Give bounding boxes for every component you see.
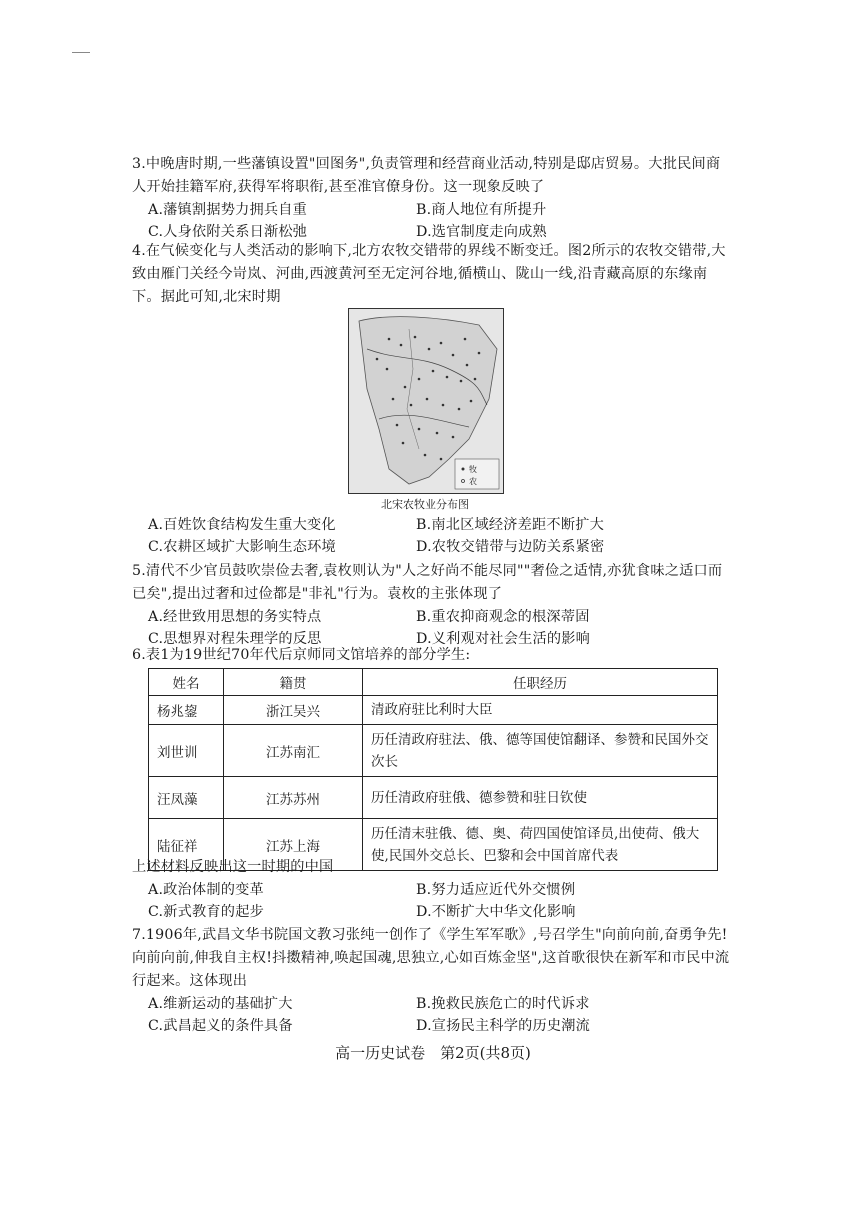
question-6-stem: 6.表1为19世纪70年代后京师同文馆培养的部分学生: — [132, 647, 471, 663]
option-d: D.不断扩大中华文化影响 — [416, 904, 576, 920]
table-cell-name: 杨兆鋆 — [149, 696, 224, 725]
table-row — [149, 777, 718, 819]
question-6-after — [132, 856, 732, 923]
table-row — [149, 696, 718, 725]
legend-pastoral: 牧 — [469, 465, 477, 474]
question-6-after-text: 上述材料反映出这一时期的中国 — [132, 859, 334, 875]
table-cell-career: 历任清政府驻法、俄、德等国使馆翻译、参赞和民国外交次长 — [363, 725, 718, 777]
table-header-cell: 姓名 — [149, 669, 224, 696]
option-c: C.武昌起义的条件具备 — [148, 1018, 293, 1034]
table-cell-name: 汪凤藻 — [149, 777, 224, 819]
table-cell-origin: 江苏上海 — [224, 819, 363, 871]
question-4-options — [148, 514, 732, 558]
table-cell-name: 陆征祥 — [149, 819, 224, 871]
option-b: B.挽救民族危亡的时代诉求 — [416, 996, 590, 1012]
question-6-options — [148, 879, 732, 923]
option-a: A.维新运动的基础扩大 — [148, 996, 293, 1012]
option-d: D.义利观对社会生活的影响 — [416, 631, 591, 647]
table-cell-career: 历任清政府驻俄、德参赞和驻日钦使 — [363, 777, 718, 819]
table-cell-origin: 浙江吴兴 — [224, 696, 363, 725]
option-b: B.南北区域经济差距不断扩大 — [416, 517, 604, 533]
question-4 — [132, 240, 732, 309]
question-5-stem: 5.清代不少官员鼓吹崇俭去奢,袁枚则认为"人之好尚不能尽同""奢俭之适情,亦犹食味之适口而已矣",提出过奢和过俭都是"非礼"行为。袁枚的主张体现了 — [132, 563, 723, 602]
option-c: C.农耕区域扩大影响生态环境 — [148, 539, 336, 555]
question-7-options — [148, 993, 732, 1037]
question-3-options — [148, 199, 732, 243]
option-c: C.新式教育的起步 — [148, 904, 264, 920]
question-4-options-block — [132, 514, 732, 558]
question-5 — [132, 560, 732, 650]
option-b: B.商人地位有所提升 — [416, 202, 547, 218]
figure-caption: 北宋农牧业分布图 — [381, 498, 469, 511]
option-a: A.藩镇割据势力拥兵自重 — [148, 202, 308, 218]
option-c: C.人身依附关系日渐松弛 — [148, 224, 308, 240]
option-d: D.农牧交错带与边防关系紧密 — [416, 539, 605, 555]
table-header-row — [149, 669, 718, 696]
option-a: A.经世致用思想的务实特点 — [148, 609, 322, 625]
question-7 — [132, 924, 732, 1037]
table-cell-career: 历任清末驻俄、德、奥、荷四国使馆译员,出使荷、俄大使,民国外交总长、巴黎和会中国首席代表 — [363, 819, 718, 871]
question-3-stem: 3.中晚唐时期,一些藩镇设置"回图务",负责管理和经营商业活动,特别是邸店贸易。大批民间商人开始挂籍军府,获得军将职衔,甚至准官僚身份。这一现象反映了 — [132, 156, 721, 195]
map-image — [349, 309, 503, 493]
option-b: B.努力适应近代外交惯例 — [416, 882, 576, 898]
option-a: A.政治体制的变革 — [148, 882, 264, 898]
student-table — [148, 668, 718, 871]
table-row — [149, 725, 718, 777]
question-7-stem: 7.1906年,武昌文华书院国文教习张纯一创作了《学生军军歌》,号召学生"向前向前,奋勇争先!向前向前,伸我自主权!抖擞精神,唤起国魂,思独立,心如百炼金坚",这首歌很快在新军和市民中流行起来。这体现出 — [132, 927, 730, 989]
table-cell-name: 刘世训 — [149, 725, 224, 777]
song-farming-map — [348, 308, 504, 494]
question-6 — [132, 644, 732, 667]
table-header-cell: 任职经历 — [363, 669, 718, 696]
question-3 — [132, 153, 732, 243]
table-cell-career: 清政府驻比利时大臣 — [363, 696, 718, 725]
table-cell-origin: 江苏苏州 — [224, 777, 363, 819]
scan-mark — [72, 52, 90, 53]
table-header-cell: 籍贯 — [224, 669, 363, 696]
option-b: B.重农抑商观念的根深蒂固 — [416, 609, 590, 625]
legend-farming: 农 — [469, 477, 477, 486]
question-4-stem: 4.在气候变化与人类活动的影响下,北方农牧交错带的界线不断变迁。图2所示的农牧交错带,大致由雁门关经今岢岚、河曲,西渡黄河至无定河谷地,循横山、陇山一线,沿青藏高原的东缘南下。据此可知,北宋时期 — [132, 243, 726, 305]
page-footer: 高一历史试卷 第2页(共8页) — [335, 1044, 531, 1062]
option-d: D.选官制度走向成熟 — [416, 224, 547, 240]
table-cell-origin: 江苏南汇 — [224, 725, 363, 777]
option-d: D.宣扬民主科学的历史潮流 — [416, 1018, 591, 1034]
option-c: C.思想界对程朱理学的反思 — [148, 631, 322, 647]
option-a: A.百姓饮食结构发生重大变化 — [148, 517, 336, 533]
